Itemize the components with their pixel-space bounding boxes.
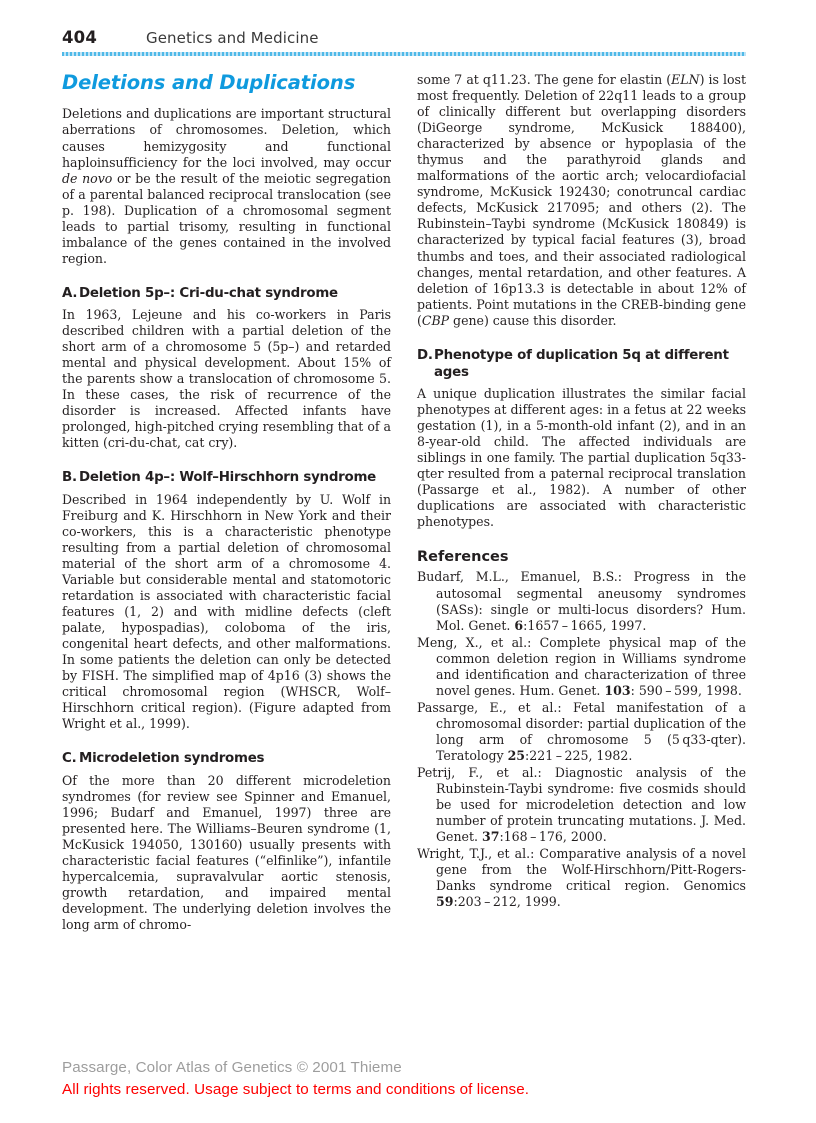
section-body-a: In 1963, Lejeune and his co-workers in Paris described children with a partial deletion of the short arm of a chromosome 5 (5p–) and retarded mental and physical development. About 15% of the parents show a translocation of chromosome 5. In these cases, the risk of recurrence of the disorder is increased. Affected infants have prolonged, high-pitched crying resembling that of a kitten (cri-du-chat, cat cry). [62, 307, 391, 451]
references-list [417, 569, 746, 910]
reference-item: Budarf, M.L., Emanuel, B.S.: Progress in the autosomal segmental aneusomy syndromes (SASs): single or multi-locus disorders? Hum. Mol. Genet. 6:1657 – 1665, 1997. [417, 569, 746, 633]
section-label-a: A. [62, 285, 78, 301]
section-title-c: Microdeletion syndromes [79, 751, 265, 767]
page-footer [62, 1057, 762, 1101]
left-column [62, 72, 391, 933]
section-label-d: D. [417, 347, 433, 363]
section-heading-b [62, 469, 391, 486]
running-head [62, 28, 752, 50]
reference-item: Petrij, F., et al.: Diagnostic analysis of the Rubinstein-Taybi syndrome: five cosmids should be used for microdeletion detection and low number of protein truncating mutations. J. Med. Genet. 37:168 – 176, 2000. [417, 765, 746, 845]
article-title: Deletions and Duplications [62, 71, 356, 94]
copyright-line: Passarge, Color Atlas of Genetics © 2001 Thieme [62, 1059, 402, 1076]
intro-paragraph: Deletions and duplications are important structural aberrations of chromosomes. Deletion, which causes hemizygosity and functional haploinsufficiency for the loci involved, may occur de novo or be the result of the meiotic segregation of a parental balanced reciprocal translocation (see p. 198). Duplication of a chromosomal segment leads to partial trisomy, resulting in functional imbalance of the genes contained in the involved region. [62, 106, 391, 266]
reference-item: Meng, X., et al.: Complete physical map of the common deletion region in Williams syndrome and identification and characterization of three novel genes. Hum. Genet. 103: 590 – 599, 1998. [417, 634, 746, 698]
section-body-c: Of the more than 20 different microdeletion syndromes (for review see Spinner and Emanuel, 1996; Budarf and Emanuel, 1997) three are presented here. The Williams–Beuren syndrome (1, McKusick 194050, 130160) usually presents with characteristic facial features (“elfinlike”), infantile hypercalcemia, supravalvular aortic stenosis, growth retardation, and impaired mental development. The underlying deletion involves the long arm of chromo- [62, 772, 391, 932]
section-heading-d [417, 347, 746, 381]
section-body-b: Described in 1964 independently by U. Wolf in Freiburg and K. Hirschhorn in New York and their co-workers, this is a characteristic phenotype resulting from a partial deletion of chromosomal material of the short arm of a chromosome 4. Variable but considerable mental and statomotoric retardation is associated with characteristic facial features (1, 2) and with midline defects (cleft palate, hypospadias), coloboma of the iris, congenital heart defects, and other malformations. In some patients the deletion can only be detected by FISH. The simplified map of 4p16 (3) shows the critical chromosomal region (WHSCR, Wolf–Hirschhorn critical region). (Figure adapted from Wright et al., 1999). [62, 491, 391, 732]
section-label-c: C. [62, 751, 77, 767]
section-heading-c [62, 750, 391, 767]
section-title-d: Phenotype of duplication 5q at different ages [434, 347, 729, 380]
continuation-paragraph: some 7 at q11.23. The gene for elastin (ELN) is lost most frequently. Deletion of 22q11 leads to a group of clinically different but overlapping disorders (DiGeorge syndrome, McKusick 188400), characterized by absence or hypoplasia of the thymus and the parathyroid glands and malformations of the aortic arch; velocardiofacial syndrome, McKusick 192430; conotruncal cardiac defects, McKusick 217095; and others (2). The Rubinstein–Taybi syndrome (McKusick 180849) is characterized by typical facial features (3), broad thumbs and toes, and their associated radiological changes, mental retardation, and other features. A deletion of 16p13.3 is detectable in about 12% of patients. Point mutations in the CREB-binding gene (CBP gene) cause this disorder. [417, 72, 746, 328]
reference-item: Wright, T.J., et al.: Comparative analysis of a novel gene from the Wolf-Hirschhorn/Pitt-Rogers-Danks syndrome critical region. Genomics 59:203 – 212, 1999. [417, 846, 746, 910]
section-title-a: Deletion 5p–: Cri-du-chat syndrome [79, 285, 338, 301]
page-number: 404 [62, 28, 98, 47]
running-head-title: Genetics and Medicine [146, 29, 319, 47]
header-rule [62, 52, 746, 56]
section-label-b: B. [62, 470, 77, 486]
section-heading-a [62, 285, 391, 302]
references-heading: References [417, 549, 509, 566]
rights-notice: All rights reserved. Usage subject to terms and conditions of license. [62, 1081, 530, 1098]
section-title-b: Deletion 4p–: Wolf–Hirschhorn syndrome [79, 470, 376, 486]
section-body-d: A unique duplication illustrates the similar facial phenotypes at different ages: in a fetus at 22 weeks gestation (1), in a 5-month-old infant (2), and in an 8-year-old child. The affected individuals are siblings in one family. The partial duplication 5q33-qter resulted from a paternal reciprocal translation (Passarge et al., 1982). A number of other duplications are associated with characteristic phenotypes. [417, 386, 746, 530]
reference-item: Passarge, E., et al.: Fetal manifestation of a chromosomal disorder: partial duplication of the long arm of chromosome 5 (5 q33-qter). Teratology 25:221 – 225, 1982. [417, 699, 746, 763]
right-column [417, 72, 746, 911]
